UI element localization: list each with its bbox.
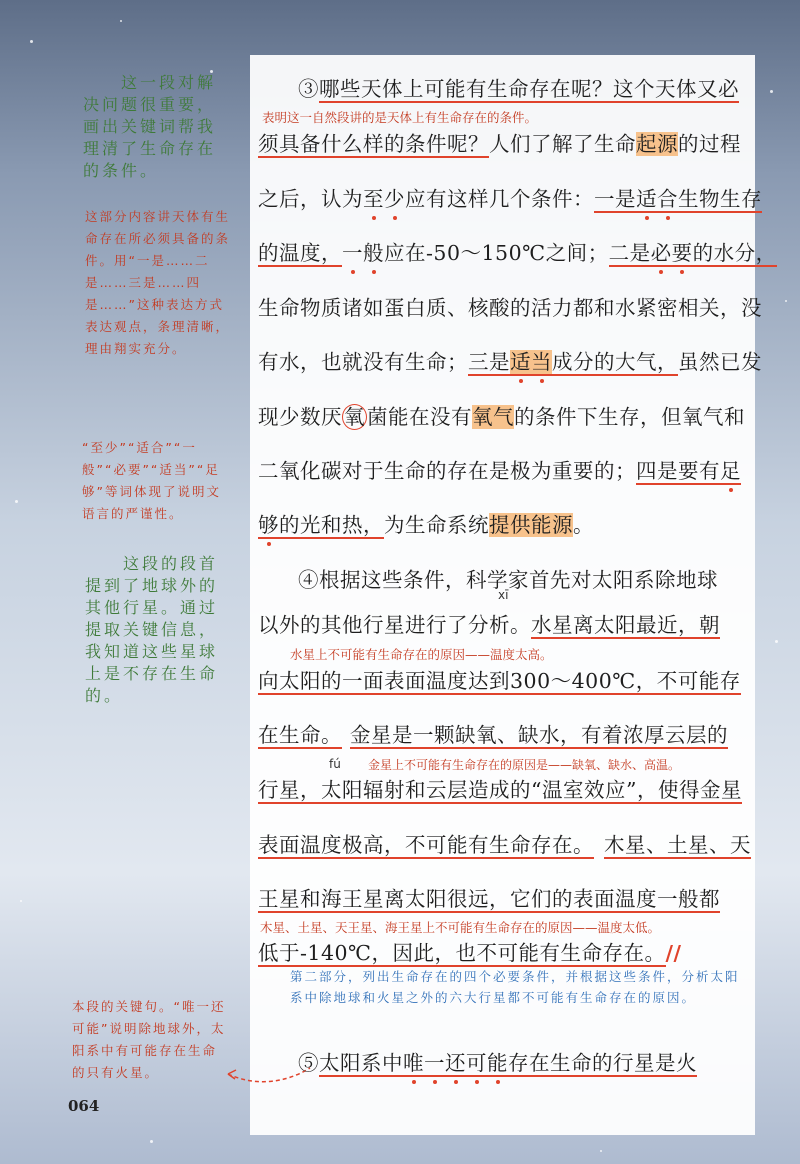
text-line: ④根据这些条件，科学家首先对太阳系除地球 — [298, 568, 718, 592]
page-number: 064 — [68, 1097, 100, 1115]
text-line: 行星，太阳辐射和云层造成的“温室效应”，使得金星 — [258, 778, 742, 802]
pinyin-xi: xī — [498, 588, 509, 602]
text-line: 低于-140℃，因此，也不可能有生命存在。// — [258, 941, 682, 965]
text-line: ③哪些天体上可能有生命存在呢？这个天体又必 — [298, 77, 739, 101]
text-line: 向太阳的一面表面温度达到300～400℃，不可能存 — [258, 669, 741, 693]
text-line: 现少数厌氧菌能在没有氧气的条件下生存，但氧气和 — [258, 405, 745, 429]
text-line: 生命物质诸如蛋白质、核酸的活力都和水紧密相关，没 — [258, 296, 762, 320]
text-line: 表面温度极高，不可能有生命存在。 木星、土星、天 — [258, 833, 751, 857]
text-line: 有水，也就没有生命；三是适当成分的大气，虽然已发 — [258, 350, 762, 374]
text-line: 在生命。 金星是一颗缺氧、缺水，有着浓厚云层的 — [258, 723, 728, 747]
margin-note-key-sentence: 本段的关键句。“唯一还可能”说明除地球外，太阳系中有可能存在生命的只有火星。 — [72, 999, 226, 1080]
para-number-5: ⑤ — [298, 1051, 319, 1075]
inline-note-mercury: 水星上不可能有生命存在的原因——温度太高。 — [290, 647, 553, 662]
text-line: 之后，认为至少应有这样几个条件：一是适合生物生存 — [258, 187, 762, 211]
margin-note-wording: “至少”“适合”“一般”“必要”“适当”“足够”等词体现了说明文语言的严谨性。 — [82, 440, 221, 521]
part-summary-note: 第二部分，列出生命存在的四个必要条件，并根据这些条件，分析太阳系中除地球和火星之外的六大行星都不可能有生命存在的原因。 — [290, 969, 740, 1005]
text-line: 够的光和热，为生命系统提供能源。 — [258, 513, 594, 537]
inline-note-p3: 表明这一自然段讲的是天体上有生命存在的条件。 — [262, 110, 538, 125]
text-line: 须具备什么样的条件呢？人们了解了生命起源的过程 — [258, 132, 741, 156]
text-line: 以外的其他行星进行了分析。水星离太阳最近，朝 — [258, 613, 720, 637]
margin-note-planets: 这段的段首提到了地球外的其他行星。通过提取关键信息，我知道这些星球上是不存在生命的。 — [85, 554, 219, 705]
para-number-3: ③ — [298, 77, 319, 101]
text-line: 王星和海王星离太阳很远，它们的表面温度一般都 — [258, 887, 720, 911]
inline-note-venus: 金星上不可能有生命存在的原因是——缺氧、缺水、高温。 — [368, 758, 681, 772]
margin-note-conditions: 这部分内容讲天体有生命存在所必须具备的条件。用“一是……二是……三是……四是……”这种表达方式表达观点，条理清晰，理由翔实充分。 — [85, 209, 231, 356]
pinyin-fu: fú — [329, 757, 341, 771]
margin-note-key-paragraph: 这一段对解决问题很重要，画出关键词帮我理清了生命存在的条件。 — [83, 73, 217, 180]
text-line: ⑤太阳系中唯一还可能存在生命的行星是火 — [298, 1051, 697, 1075]
margin-notes — [0, 0, 250, 1164]
text-line: 二氧化碳对于生命的存在是极为重要的；四是要有足 — [258, 459, 741, 483]
text-line: 的温度，一般应在-50～150℃之间；二是必要的水分， — [258, 241, 777, 265]
section-end-mark: // — [665, 941, 682, 965]
inline-note-outer-planets: 木星、土星、天王星、海王星上不可能有生命存在的原因——温度太低。 — [260, 920, 661, 935]
para-number-4: ④ — [298, 568, 319, 592]
